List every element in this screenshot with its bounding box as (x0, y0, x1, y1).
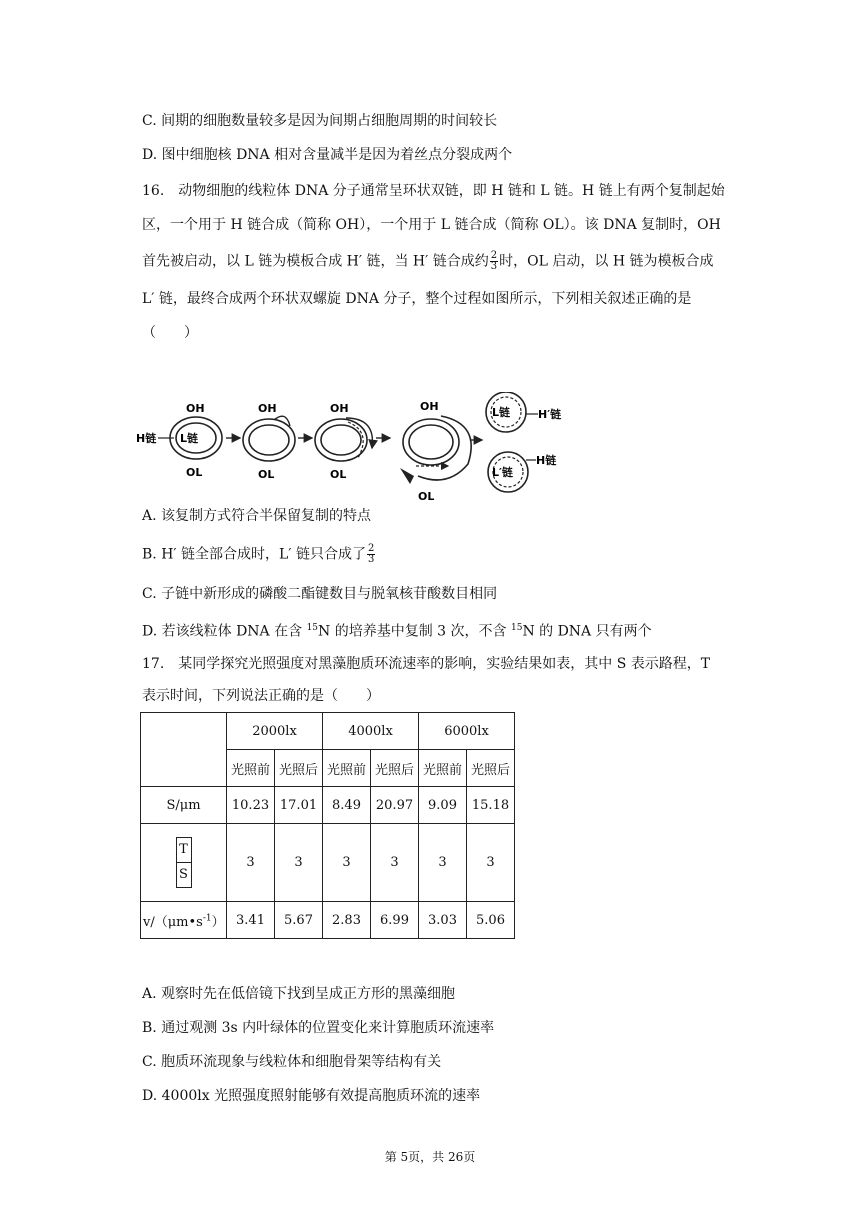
sub-header: 光照后 (275, 750, 323, 787)
q16-option-d3: N 的 DNA 只有两个 (522, 623, 652, 640)
frac-num-b: 2 (367, 543, 375, 554)
corner-cell (141, 713, 227, 787)
table-cell: 3 (419, 824, 467, 902)
sub-header: 光照前 (323, 750, 371, 787)
dna-replication-diagram (136, 392, 576, 504)
table-cell: 17.01 (275, 787, 323, 824)
label-ol-4: OL (418, 490, 435, 503)
table-cell: 3.03 (419, 902, 467, 939)
row-label (141, 902, 227, 939)
fraction-two-thirds (490, 251, 498, 272)
q16-line3a: 首先被启动，以 L 链为模板合成 H′ 链，当 H′ 链合成约 (142, 253, 489, 270)
q16-option-d2: N 的培养基中复制 3 次，不含 (318, 623, 511, 640)
table-cell: 2.83 (323, 902, 371, 939)
label-oh-1: OH (186, 402, 205, 415)
q16-line2: 区，一个用于 H 链合成（简称 OH），一个用于 L 链合成（简称 OL）。该 DNA 复制时，OH (142, 217, 721, 233)
t-over-s-box (176, 837, 192, 888)
label-l-chain: L链 (180, 432, 199, 445)
ts-bottom: S (179, 867, 188, 882)
table-cell: 9.09 (419, 787, 467, 824)
label-result1-inner: L链 (492, 406, 511, 419)
v-label-tail: ） (211, 914, 225, 930)
q16-option-b-text: B. H′ 链全部合成时，L′ 链只合成了 (142, 546, 366, 563)
q16-line4: L′ 链，最终合成两个环状双螺旋 DNA 分子，整个过程如图所示，下列相关叙述正确的是 (142, 291, 692, 307)
q16-line3 (142, 251, 714, 272)
frac-den-b: 3 (367, 554, 375, 565)
q17-option-c: C. 胞质环流现象与线粒体和细胞骨架等结构有关 (142, 1054, 442, 1070)
option-c-prev: C. 间期的细胞数量较多是因为间期占细胞周期的时间较长 (142, 113, 498, 129)
label-result1-outer: H′链 (538, 408, 562, 421)
sub-header: 光照前 (419, 750, 467, 787)
q17-option-d: D. 4000lx 光照强度照射能够有效提高胞质环流的速率 (142, 1088, 481, 1104)
table-cell: 6.99 (371, 902, 419, 939)
sub-header: 光照后 (371, 750, 419, 787)
group-header: 6000lx (419, 713, 515, 750)
label-ol-3: OL (330, 468, 347, 481)
results-table (140, 712, 515, 939)
row-label (141, 824, 227, 902)
q16-option-d1: D. 若该线粒体 DNA 在含 (142, 623, 307, 640)
q17-line2: 表示时间，下列说法正确的是（ ） (142, 688, 380, 704)
label-h-chain: H链 (136, 432, 157, 445)
sub-header: 光照前 (227, 750, 275, 787)
group-header: 4000lx (323, 713, 419, 750)
label-oh-4: OH (420, 400, 439, 413)
table-cell: 10.23 (227, 787, 275, 824)
table-cell: 3 (275, 824, 323, 902)
q16-line5: （ ） (142, 325, 198, 341)
label-oh-2: OH (258, 402, 277, 415)
label-oh-3: OH (330, 402, 349, 415)
sub-header: 光照后 (467, 750, 515, 787)
q16-line1: 16. 动物细胞的线粒体 DNA 分子通常呈环状双链，即 H 链和 L 链。H 链上有两个复制起始 (142, 183, 725, 199)
row-label: S/μm (141, 787, 227, 824)
table-cell: 3 (227, 824, 275, 902)
table-cell: 3 (467, 824, 515, 902)
q17-option-b: B. 通过观测 3s 内叶绿体的位置变化来计算胞质环流速率 (142, 1020, 495, 1036)
option-d-prev: D. 图中细胞核 DNA 相对含量减半是因为着丝点分裂成两个 (142, 147, 513, 163)
v-label: v/（μm•s (143, 914, 203, 930)
q16-option-a: A. 该复制方式符合半保留复制的特点 (142, 508, 372, 524)
frac-num: 2 (490, 250, 498, 261)
q17-option-a: A. 观察时先在低倍镜下找到呈成正方形的黑藻细胞 (142, 986, 456, 1002)
ts-top: T (177, 838, 191, 863)
table-cell: 5.67 (275, 902, 323, 939)
table-row (141, 824, 515, 902)
q16-option-c: C. 子链中新形成的磷酸二酯键数目与脱氧核苷酸数目相同 (142, 586, 498, 602)
table-cell: 3.41 (227, 902, 275, 939)
label-result2-inner: L′链 (492, 466, 513, 479)
table-cell: 20.97 (371, 787, 419, 824)
label-result2-outer: H链 (536, 454, 557, 467)
table-row (141, 787, 515, 824)
q16-option-d (142, 618, 652, 642)
table-row (141, 713, 515, 750)
table-cell: 3 (371, 824, 419, 902)
v-label-sup: -1 (202, 913, 212, 924)
table-row (141, 902, 515, 939)
table-cell: 5.06 (467, 902, 515, 939)
table-cell: 8.49 (323, 787, 371, 824)
label-ol-2: OL (258, 468, 275, 481)
fraction-two-thirds-b (367, 544, 375, 565)
q16-option-b (142, 544, 376, 565)
table-cell: 15.18 (467, 787, 515, 824)
q17-line1: 17. 某同学探究光照强度对黑藻胞质环流速率的影响，实验结果如表，其中 S 表示路程，T (142, 656, 711, 672)
frac-den: 3 (490, 261, 498, 272)
page-footer: 第 5页，共 26页 (384, 1150, 476, 1164)
q16-line3b: 时，OL 启动，以 H 链为模板合成 (499, 253, 714, 270)
table-cell: 3 (323, 824, 371, 902)
group-header: 2000lx (227, 713, 323, 750)
label-ol-1: OL (186, 466, 203, 479)
isotope-sup-1: 15 (306, 623, 319, 633)
isotope-sup-2: 15 (510, 623, 523, 633)
